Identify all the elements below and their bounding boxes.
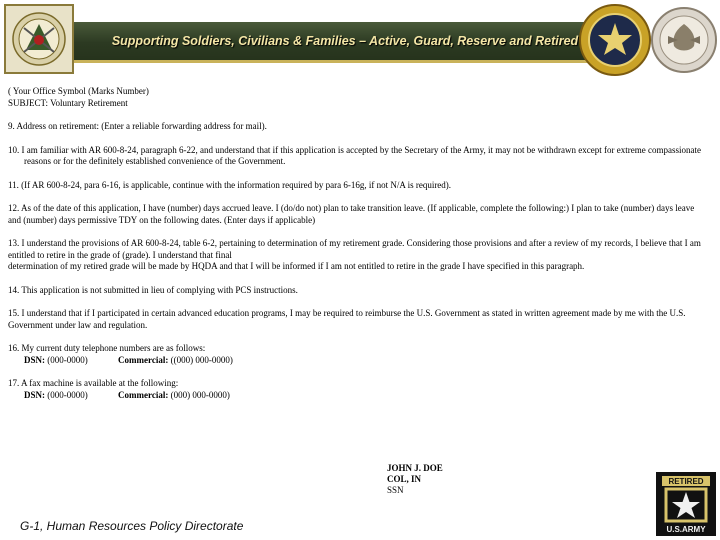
paragraph-17-numbers <box>8 390 708 402</box>
signature-rank: COL, IN <box>387 474 422 484</box>
paragraph-12: 12. As of the date of this application, I have (number) days accrued leave. I (do/do not) plan to take transition leave. (If applicable, complete the following:) I plan to take (number) days leave and (number) days permissive TDY on the following dates. (Enter days if applicable) <box>8 203 695 225</box>
banner-divider <box>70 60 590 63</box>
paragraph-15: 15. I understand that if I participated in certain advanced education programs, I may be required to reimburse the U.S. Government as stated in written agreement made by me with the U.S. Government under law and regulation. <box>8 308 686 330</box>
fax-commercial-label: Commercial: <box>118 389 169 400</box>
header-banner <box>0 0 720 80</box>
department-seal-icon <box>650 6 718 74</box>
commercial-label: Commercial: <box>118 354 169 365</box>
fax-dsn-label: DSN: <box>24 389 46 400</box>
logo-top-text: RETIRED <box>668 477 704 486</box>
fax-dsn-value: (000-0000) <box>47 389 88 400</box>
paragraph-16-numbers <box>8 355 708 367</box>
banner-title: Supporting Soldiers, Civilians & Families – Active, Guard, Reserve and Retired <box>111 34 579 48</box>
signature-ssn: SSN <box>387 485 404 495</box>
signature-block <box>387 463 443 496</box>
subject-line: SUBJECT: Voluntary Retirement <box>8 97 128 108</box>
logo-bottom-text: U.S.ARMY <box>666 525 706 534</box>
dsn-label: DSN: <box>24 354 46 365</box>
footer-directorate: G-1, Human Resources Policy Directorate <box>20 519 244 533</box>
retired-army-logo-icon <box>656 472 716 536</box>
paragraph-11: 11. (If AR 600-8-24, para 6-16, is applicable, continue with the information required by para 6-16g, if not N/A is required). <box>8 179 452 190</box>
office-symbol: ( Your Office Symbol (Marks Number) <box>8 86 149 96</box>
paragraph-16-intro: 16. My current duty telephone numbers are as follows: <box>8 343 206 353</box>
commercial-value: ((000) 000-0000) <box>170 354 233 365</box>
memo-body <box>8 86 708 401</box>
chief-of-staff-seal-icon <box>578 3 652 77</box>
paragraph-13-line-2: determination of my retired grade will be made by HQDA and that I will be informed if I am not entitled to retire in the grade I have specified in this paragraph. <box>8 261 585 271</box>
paragraph-9: 9. Address on retirement: (Enter a reliable forwarding address for mail). <box>8 121 267 131</box>
paragraph-10: 10. I am familiar with AR 600-8-24, paragraph 6-22, and understand that if this application is accepted by the Secretary of the Army, it may not be withdrawn except for extreme compassionate reasons or for the definitely established convenience of the Government. <box>8 144 701 166</box>
signature-name: JOHN J. DOE <box>387 463 443 473</box>
dsn-value: (000-0000) <box>47 354 88 365</box>
army-seal-icon <box>4 4 74 74</box>
paragraph-14: 14. This application is not submitted in lieu of complying with PCS instructions. <box>8 284 298 295</box>
fax-commercial-value: (000) 000-0000) <box>170 389 230 400</box>
paragraph-17-intro: 17. A fax machine is available at the following: <box>8 378 179 388</box>
paragraph-13-line-1: 13. I understand the provisions of AR 600-8-24, table 6-2, pertaining to determination of my retirement grade. Considering those provisions and after a review of my records, I believe that I am entitled to retire in the grade of (grade). I understand that final <box>8 238 701 260</box>
